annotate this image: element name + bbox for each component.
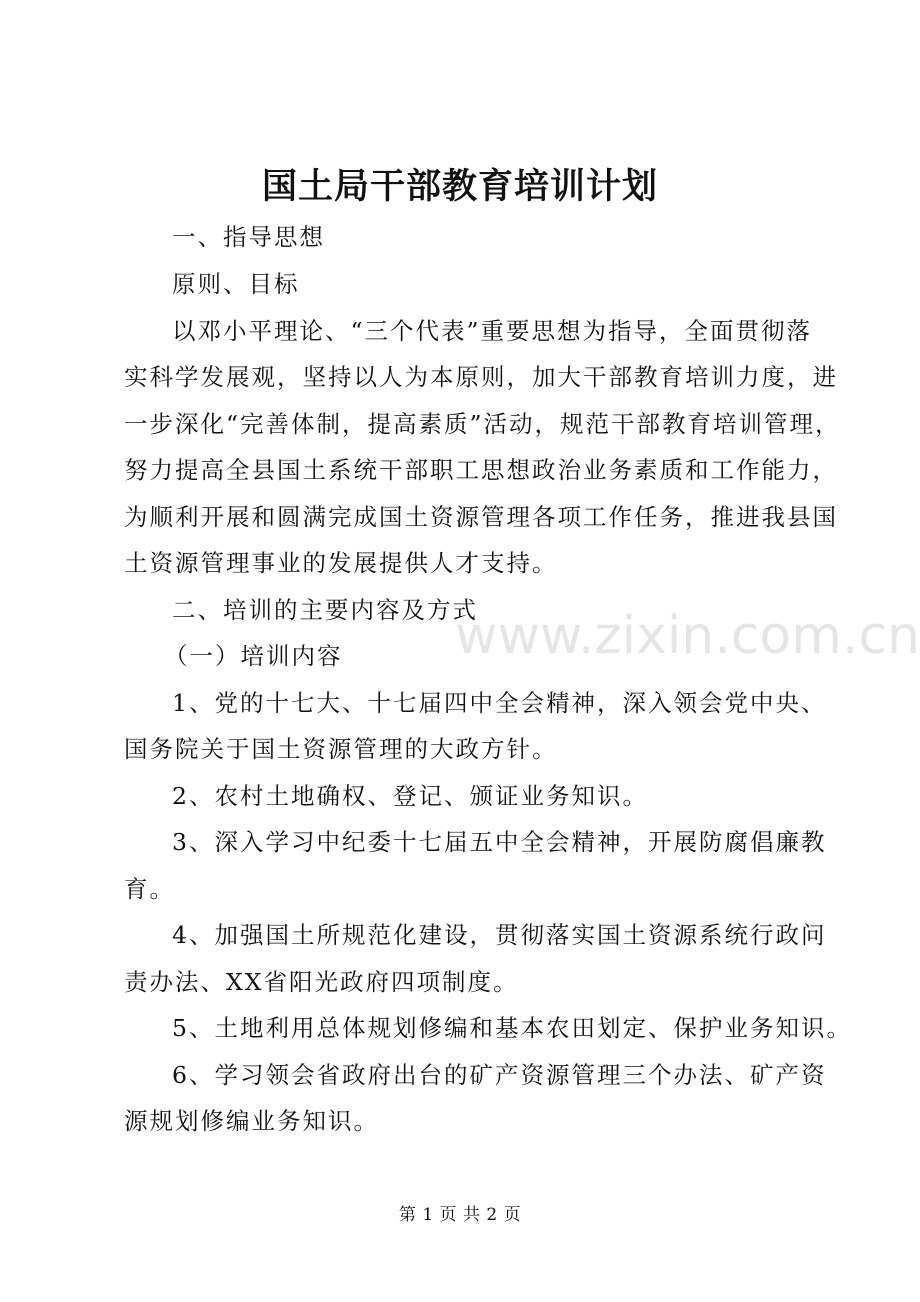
heading-training-content-methods: 二、培训的主要内容及方式 (172, 596, 478, 624)
paragraph-line: 为顺利开展和圆满完成国土资源管理各项工作任务，推进我县国 (124, 503, 838, 531)
list-item-continuation: 责办法、XX省阳光政府四项制度。 (124, 968, 519, 996)
paragraph-line: 土资源管理事业的发展提供人才支持。 (124, 549, 558, 577)
list-item-continuation: 源规划修编业务知识。 (124, 1107, 379, 1135)
list-item: 1、党的十七大、十七届四中全会精神，深入领会党中央、 (172, 689, 827, 717)
document-title: 国土局干部教育培训计划 (261, 166, 658, 207)
watermark: www.zixin.com.cn (455, 606, 920, 666)
paragraph-line: 以邓小平理论、“三个代表”重要思想为指导，全面贯彻落 (172, 317, 813, 345)
list-item-continuation: 国务院关于国土资源管理的大政方针。 (124, 735, 558, 763)
subheading-training-content: （一）培训内容 (164, 642, 343, 670)
list-item: 6、学习领会省政府出台的矿产资源管理三个办法、矿产资 (172, 1061, 827, 1089)
list-item: 4、加强国土所规范化建设，贯彻落实国土资源系统行政问 (172, 921, 827, 949)
paragraph-line: 一步深化“完善体制，提高素质”活动，规范干部教育培训管理， (124, 410, 841, 438)
list-item-continuation: 育。 (124, 875, 175, 903)
page-number-footer: 第 1 页 共 2 页 (398, 1205, 522, 1225)
list-item: 5、土地利用总体规划修编和基本农田划定、保护业务知识。 (172, 1014, 852, 1042)
heading-principles-goals: 原则、目标 (172, 270, 300, 298)
list-item: 3、深入学习中纪委十七届五中全会精神，开展防腐倡廉教 (172, 828, 827, 856)
paragraph-line: 实科学发展观，坚持以人为本原则，加大干部教育培训力度，进 (124, 363, 838, 391)
paragraph-line: 努力提高全县国土系统干部职工思想政治业务素质和工作能力， (124, 456, 838, 484)
heading-guiding-thought: 一、指导思想 (172, 223, 325, 251)
list-item: 2、农村土地确权、登记、颁证业务知识。 (172, 782, 648, 810)
